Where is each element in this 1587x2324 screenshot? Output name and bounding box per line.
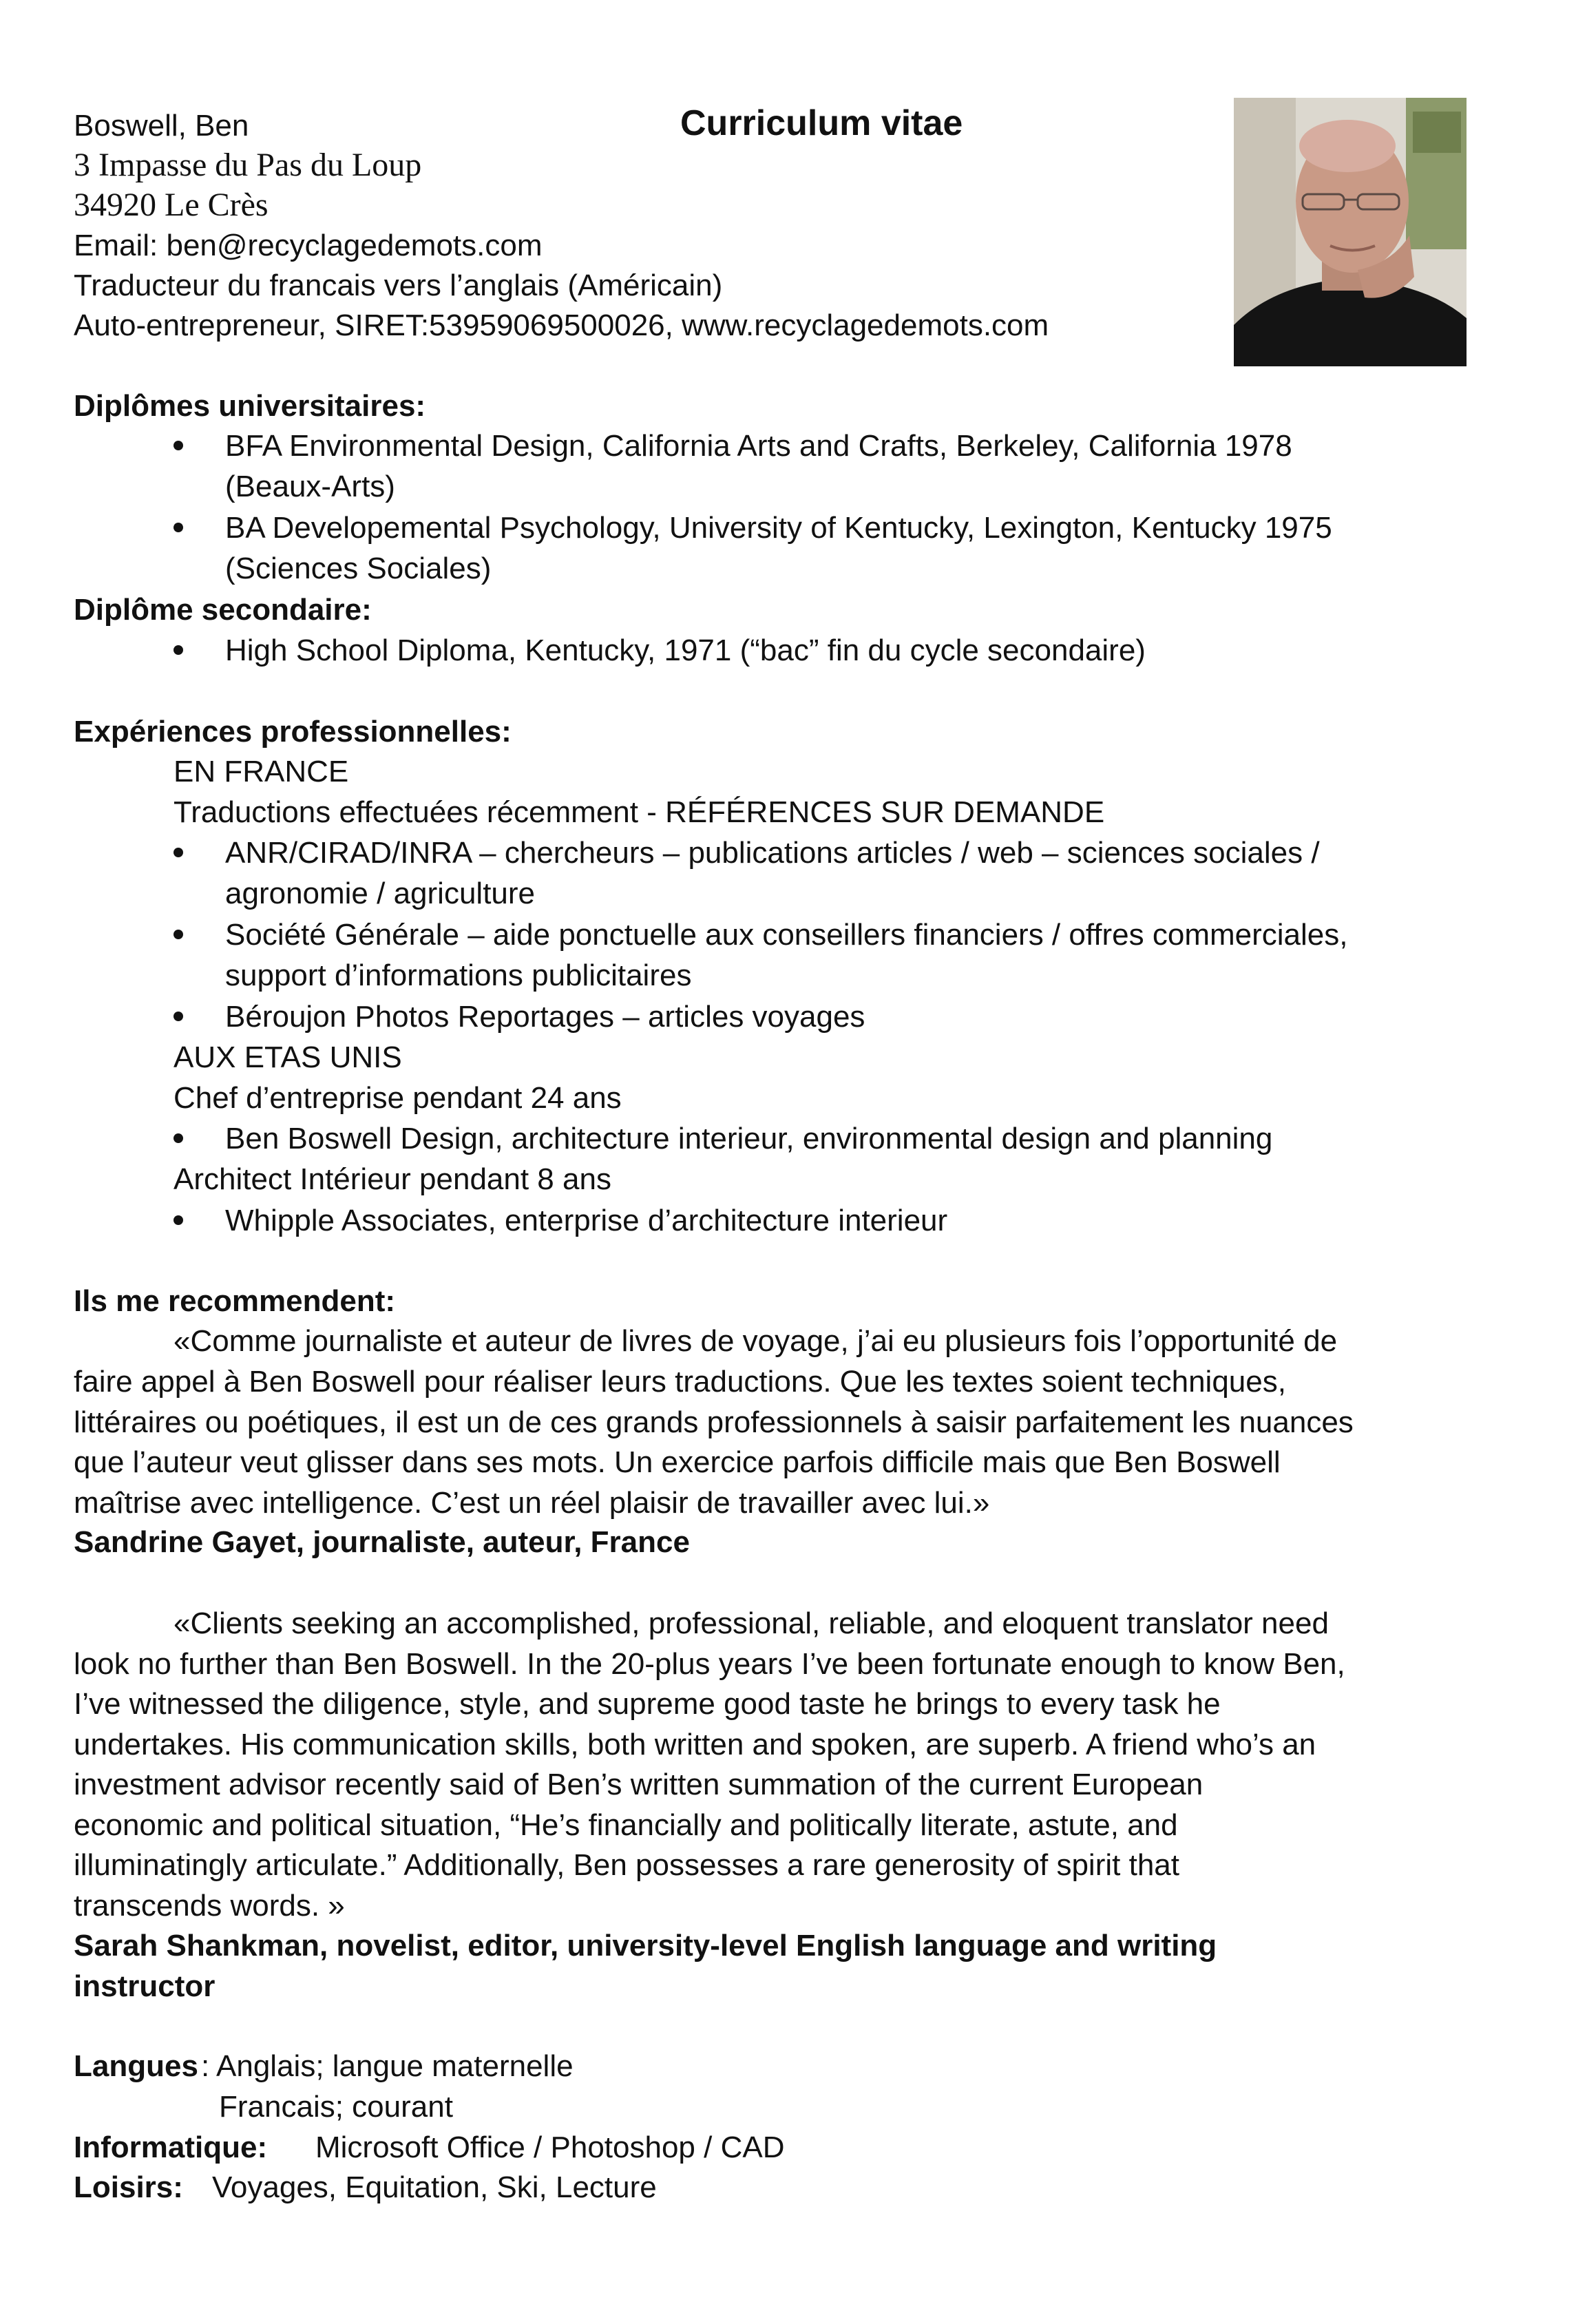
role-line: Traducteur du francais vers l’anglais (Américain)	[74, 269, 723, 302]
university-diploma-2-note: (Sciences Sociales)	[225, 552, 492, 585]
quote-1-line-5: maîtrise avec intelligence. C’est un réel plaisir de travailler avec lui.»	[74, 1486, 990, 1520]
experience-france-item-2: Société Générale – aide ponctuelle aux conseillers financiers / offres commerciales,	[225, 918, 1348, 952]
bullet-icon	[174, 1133, 183, 1143]
hobbies-value: Voyages, Equitation, Ski, Lecture	[212, 2170, 657, 2204]
experience-france-item-2-cont: support d’informations publicitaires	[225, 959, 692, 992]
languages-value-1: : Anglais; langue maternelle	[201, 2049, 574, 2083]
languages-value-2: Francais; courant	[219, 2090, 453, 2124]
languages-label: Langues	[74, 2049, 198, 2083]
university-diploma-1: BFA Environmental Design, California Arts and Crafts, Berkeley, California 1978	[225, 429, 1292, 463]
quote-1-author: Sandrine Gayet, journaliste, auteur, France	[74, 1525, 690, 1559]
quote-2-line-8: transcends words. »	[74, 1889, 345, 1923]
secondary-diploma-heading: Diplôme secondaire:	[74, 593, 372, 627]
experience-france-label: EN FRANCE	[174, 755, 349, 788]
business-line: Auto-entrepreneur, SIRET:53959069500026, www.recyclagedemots.com	[74, 308, 1049, 342]
candidate-name: Boswell, Ben	[74, 109, 249, 143]
university-diplomas-heading: Diplômes universitaires:	[74, 389, 426, 423]
quote-1-line-3: littéraires ou poétiques, il est un de ces grands professionnels à saisir parfaitement les nuances	[74, 1405, 1354, 1439]
quote-1-line-4: que l’auteur veut glisser dans ses mots. Un exercice parfois difficile mais que Ben Boswell	[74, 1445, 1281, 1479]
bullet-icon	[174, 1215, 183, 1225]
it-skills-label: Informatique:	[74, 2131, 268, 2164]
quote-1-line-1: «Comme journaliste et auteur de livres de voyage, j’ai eu plusieurs fois l’opportunité de	[174, 1324, 1338, 1358]
bullet-icon	[174, 441, 183, 450]
quote-1-line-2: faire appel à Ben Boswell pour réaliser leurs traductions. Que les textes soient techniques,	[74, 1365, 1286, 1399]
quote-2-line-1: «Clients seeking an accomplished, professional, reliable, and eloquent translator need	[174, 1606, 1329, 1640]
page-title: Curriculum vitae	[680, 103, 963, 143]
experience-france-item-3: Béroujon Photos Reportages – articles voyages	[225, 1000, 865, 1034]
experience-france-item-1-cont: agronomie / agriculture	[225, 877, 536, 910]
portrait-photo	[1234, 98, 1467, 366]
experience-usa-subtitle-1: Chef d’entreprise pendant 24 ans	[174, 1081, 622, 1115]
bullet-icon	[174, 645, 183, 655]
quote-2-line-6: economic and political situation, “He’s financially and politically literate, astute, and	[74, 1808, 1178, 1842]
secondary-diploma-1: High School Diploma, Kentucky, 1971 (“bac” fin du cycle secondaire)	[225, 634, 1146, 667]
hobbies-label: Loisirs:	[74, 2170, 183, 2204]
quote-2-author-cont: instructor	[74, 1969, 216, 2003]
university-diploma-2: BA Developemental Psychology, University of Kentucky, Lexington, Kentucky 1975	[225, 511, 1332, 545]
university-diploma-1-note: (Beaux-Arts)	[225, 470, 395, 503]
bullet-icon	[174, 930, 183, 939]
recommendations-heading: Ils me recommendent:	[74, 1284, 396, 1318]
portrait-photo-icon	[1234, 98, 1467, 366]
quote-2-line-2: look no further than Ben Boswell. In the 20-plus years I’ve been fortunate enough to know Ben,	[74, 1647, 1345, 1681]
bullet-icon	[174, 1012, 183, 1021]
experience-usa-item-1: Ben Boswell Design, architecture interieur, environmental design and planning	[225, 1122, 1273, 1155]
experience-usa-subtitle-2: Architect Intérieur pendant 8 ans	[174, 1162, 611, 1196]
experience-france-subtitle: Traductions effectuées récemment - RÉFÉRENCES SUR DEMANDE	[174, 795, 1105, 829]
quote-2-line-4: undertakes. His communication skills, both written and spoken, are superb. A friend who’s an	[74, 1728, 1316, 1761]
experience-usa-item-2: Whipple Associates, enterprise d’architecture interieur	[225, 1204, 948, 1237]
experience-heading: Expériences professionnelles:	[74, 715, 512, 749]
email-line: Email: ben@recyclagedemots.com	[74, 229, 543, 262]
address-line-1: 3 Impasse du Pas du Loup	[74, 147, 422, 183]
experience-france-item-1: ANR/CIRAD/INRA – chercheurs – publications articles / web – sciences sociales /	[225, 836, 1320, 870]
quote-2-line-3: I’ve witnessed the diligence, style, and supreme good taste he brings to every task he	[74, 1687, 1221, 1721]
quote-2-line-7: illuminatingly articulate.” Additionally, Ben possesses a rare generosity of spirit that	[74, 1848, 1179, 1882]
bullet-icon	[174, 848, 183, 857]
address-line-2: 34920 Le Crès	[74, 187, 269, 223]
bullet-icon	[174, 523, 183, 532]
it-skills-value: Microsoft Office / Photoshop / CAD	[315, 2131, 785, 2164]
experience-usa-label: AUX ETAS UNIS	[174, 1040, 402, 1074]
quote-2-line-5: investment advisor recently said of Ben’s written summation of the current European	[74, 1768, 1204, 1801]
quote-2-author: Sarah Shankman, novelist, editor, university-level English language and writing	[74, 1929, 1217, 1962]
